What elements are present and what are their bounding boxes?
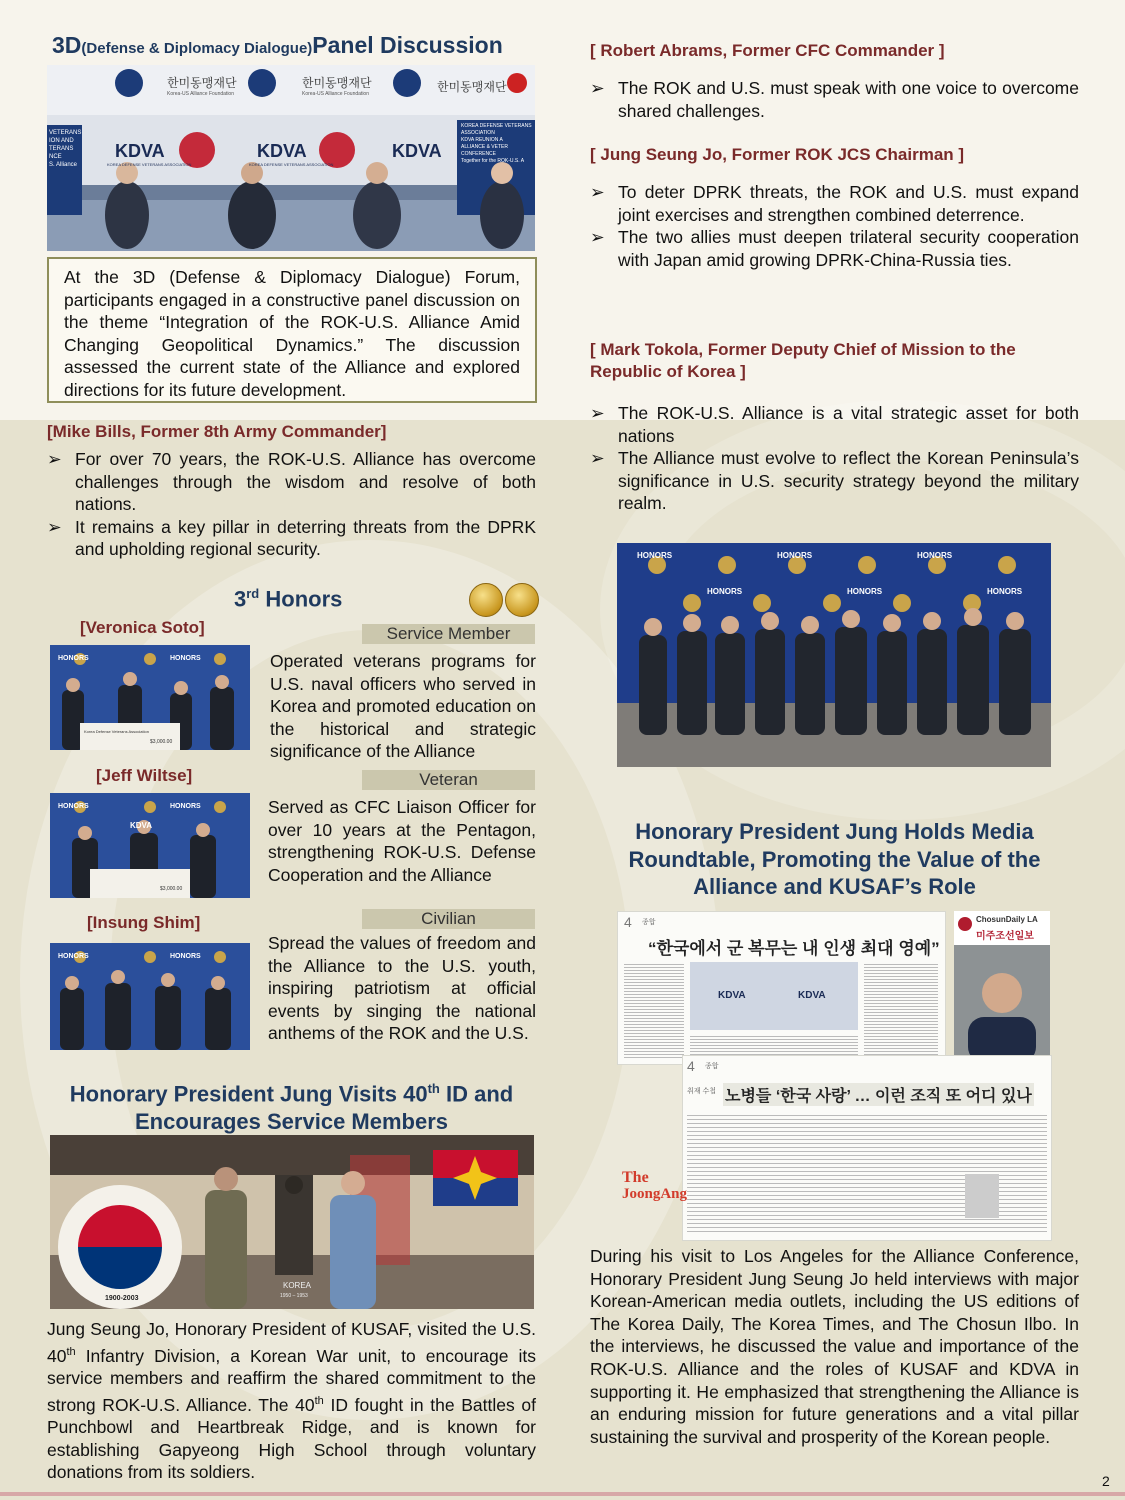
clip-section: 종합 [705,1063,719,1070]
speaker-name: [ Robert Abrams, Former CFC Commander ] [590,41,945,60]
medal-icon [505,583,539,617]
left-banner-line: ION AND [49,138,74,144]
left-banner-line: NCE [49,154,62,160]
honors-backdrop-text: HONORS [847,587,883,596]
speaker-point: ➢ To deter DPRK threats, the ROK and U.S. must expand joint exercises and strengthen combined deterrence. [590,181,1079,226]
group-photo [617,543,1051,767]
honors-backdrop-text: HONORS [58,953,89,960]
medal-icon [469,583,503,617]
recipient-photo [50,793,250,898]
speaker-name: [ Jung Seung Jo, Former ROK JCS Chairman ] [590,145,965,164]
recipient-name: [Jeff Wiltse] [96,766,193,785]
left-banner-line: S. Alliance [49,162,78,168]
visit-title-part: Honorary President Jung Visits 40 [69,1081,428,1107]
panel-summary-box: At the 3D (Defense & Diplomacy Dialogue) Forum, participants engaged in a constructive panel discussion on the theme “Integration of the ROK-U.S. Alliance Amid Changing Geopolitical Dynamics.” The discussion assessed the current state of the Alliance and explored directions for its future development. [47,257,537,403]
visit-title-suffix: th [427,1081,440,1096]
speaker-points [590,402,1079,515]
visit-title-part: ID and [439,1081,514,1107]
honors-backdrop-text: HONORS [637,551,673,560]
memorial-label: KOREA [283,1281,312,1290]
visit-body-part: Infantry Division, a Korean War unit, to encourage its service members and reaffirm the shared commitment to the strong ROK-U.S. Alliance. The 40 [47,1345,536,1415]
media-title [590,818,1079,901]
kdva-logo-text: KDVA [115,141,165,161]
recipient-category: Service Member [362,624,535,644]
speaker-point: ➢ The Alliance must evolve to reflect the Korean Peninsula’s significance in U.S. security strategy beyond the military realm. [590,447,1079,515]
speaker-point: ➢ For over 70 years, the ROK-U.S. Alliance has overcome challenges through the wisdom and resolve of both nations. [47,448,536,516]
kdva-logo-text: KDVA [392,141,442,161]
clip-photo-logo-text: KDVA [798,990,826,1001]
photo-banner-text: 한미동맹재단 [302,76,372,90]
chosun-logo [954,911,1050,945]
honors-backdrop-text: HONORS [917,551,953,560]
media-title-line: Honorary President Jung Holds Media [635,819,1034,844]
check-amount: $3,000.00 [160,886,183,892]
speaker-points [590,181,1079,271]
speaker-name: [ Mark Tokola, Former Deputy Chief of Mission to the Republic of Korea ] [590,340,1016,381]
recipient-description: Spread the values of freedom and the Alliance to the U.S. youth, inspiring patriotism at official events by singing the national anthems of the ROK and the U.S. [268,933,536,1044]
honors-backdrop-text: HONORS [170,803,201,810]
honors-title-text: Honors [259,586,343,612]
clip-headline: “한국에서 군 복무는 내 인생 최대 영예” [648,939,940,958]
chosun-logo-mark [958,917,972,931]
visit-title [47,1075,536,1136]
photo-banner-sub: Korea-US Alliance Foundation [302,91,369,97]
visit-body-suffix: th [66,1345,76,1358]
speaker-name: [Mike Bills, Former 8th Army Commander] [47,422,387,441]
clip-photo-logo-text: KDVA [718,990,746,1001]
media-title-line: Alliance and KUSAF’s Role [693,874,976,899]
speaker-point: ➢ The ROK-U.S. Alliance is a vital strategic asset for both nations [590,402,1079,447]
clip-section: 종합 [642,919,656,926]
recipient-name: [Veronica Soto] [80,618,205,637]
footer-line [0,1492,1125,1496]
left-banner-line: TERANS [49,146,74,152]
kdva-logo-sub: KOREA DEFENSE VETERANS ASSOCIATION [249,162,334,167]
clip-text-block [864,962,938,1058]
visit-body-part: Jung Seung Jo, Honorary President of KUSAF, visited the U.S. 40 [47,1319,536,1366]
photo-banner-text: 한미동맹재단 [167,76,237,90]
side-banner-line: KDVA REUNION A [461,137,503,143]
joongang-logo-line: The [622,1169,649,1186]
joongang-logo-line: JoongAng [622,1186,688,1202]
recipient-photo [50,943,250,1050]
media-body: During his visit to Los Angeles for the Alliance Conference, Honorary President Jung Seung Jo held interviews with major Korean-American media outlets, including the US editions of The Korea Daily, The Korea Times, and The Chosun Ilbo. In the interviews, he discussed the value and importance of the ROK-U.S. Alliance and the roles of KUSAF and KDVA in supporting it. He emphasized that strengthening the Alliance is an enduring mission for future generations and a vital pillar sustaining the survival and prosperity of the Korean people. [590,1246,1079,1447]
visit-body [47,1318,536,1484]
kdva-logo-sub: KOREA DEFENSE VETERANS ASSOCIATION [107,162,192,167]
visit-title-line1 [47,1075,536,1108]
speaker-points [47,448,536,561]
check-payee: Korea Defense Veterans Association [84,729,149,734]
visit-title-line2: Encourages Service Members [134,1109,449,1135]
honors-backdrop-text: HONORS [707,587,743,596]
photo-banner-sub: Korea-US Alliance Foundation [167,91,234,97]
memorial-label: 1950 – 1953 [280,1293,308,1299]
recipient-category: Veteran [362,770,535,790]
honors-title [234,586,342,612]
left-banner-line: VETERANS [49,130,82,136]
honors-backdrop-text: HONORS [987,587,1023,596]
chosun-logo-sub: 미주조선일보 [976,931,1034,942]
honors-backdrop-text: HONORS [777,551,813,560]
recipient-category: Civilian [362,909,535,929]
speaker-point: ➢ The two allies must deepen trilateral security cooperation with Japan amid growing DPRK-China-Russia ties. [590,226,1079,271]
panel-title-end: Panel Discussion [312,32,503,58]
clip-tag: 취재 수첩 [687,1088,716,1095]
side-banner-line: KOREA DEFENSE VETERANS ASSOCIATION [461,123,532,136]
panel-title-main: 3D [52,32,82,58]
visit-body-suffix: th [314,1394,324,1407]
check-payee: KDVA [130,821,153,830]
joongang-logo [622,1170,687,1202]
recipient-description: Operated veterans programs for U.S. naval officers who served in Korea and promoted education on the historical and strategic significance of the Alliance [270,651,536,762]
panel-title-sub: (Defense & Diplomacy Dialogue) [81,40,313,57]
media-title-line: Roundtable, Promoting the Value of the [628,846,1041,872]
side-banner-line: Together for the ROK-U.S. A [461,158,525,164]
side-banner-line: CONFERENCE [461,151,497,157]
portrait-photo [954,945,1050,1063]
chosun-logo-text: ChosunDaily LA [976,915,1038,924]
page-number: 2 [1102,1473,1110,1489]
left-banner [49,129,81,169]
clip-text-block [624,962,684,1058]
newspaper-clip-chosun [617,911,946,1065]
speaker-point: ➢ The ROK and U.S. must speak with one voice to overcome shared challenges. [590,77,1079,122]
speaker-point: ➢ It remains a key pillar in deterring threats from the DPRK and upholding regional security. [47,516,536,561]
newspaper-clip-joongang [682,1055,1052,1241]
recipient-photo [50,645,250,750]
honors-backdrop-text: HONORS [170,655,201,662]
check-amount: $3,000.00 [150,739,173,745]
division-patch-icon [433,1150,518,1206]
recipient-description: Served as CFC Liaison Officer for over 10 years at the Pentagon, strengthening ROK-U.S. Defense Cooperation and the Alliance [268,797,536,885]
reporter-photo [965,1174,999,1218]
recipient-name: [Insung Shim] [87,913,201,932]
memorial-label: 1900-2003 [105,1295,139,1302]
side-banner [461,123,533,165]
honors-title-suffix: rd [246,586,260,601]
honors-backdrop-text: HONORS [170,953,201,960]
side-banner-line: ALLIANCE & VETER [461,144,508,150]
honors-backdrop-text: HONORS [58,803,89,810]
clip-page-number: 4 [687,1058,695,1074]
clip-photo [690,962,858,1030]
honors-backdrop-text: HONORS [58,655,89,662]
clip-page-number: 4 [624,914,632,930]
kdva-logo-text: KDVA [257,141,307,161]
speaker-points [590,77,1079,122]
panel-photo [47,65,535,251]
visit-body-part: ID fought in the Battles of Punchbowl and Heartbreak Ridge, and is known for establishing Gapyeong High School through voluntary donations from its soldiers. [47,1394,536,1483]
panel-title [52,32,542,59]
honors-title-number: 3 [234,586,247,612]
photo-banner-text: 한미동맹재단 [437,80,507,94]
clip-headline: 노병들 ‘한국 사랑’ … 이런 조직 또 어디 있나 [723,1083,1034,1106]
